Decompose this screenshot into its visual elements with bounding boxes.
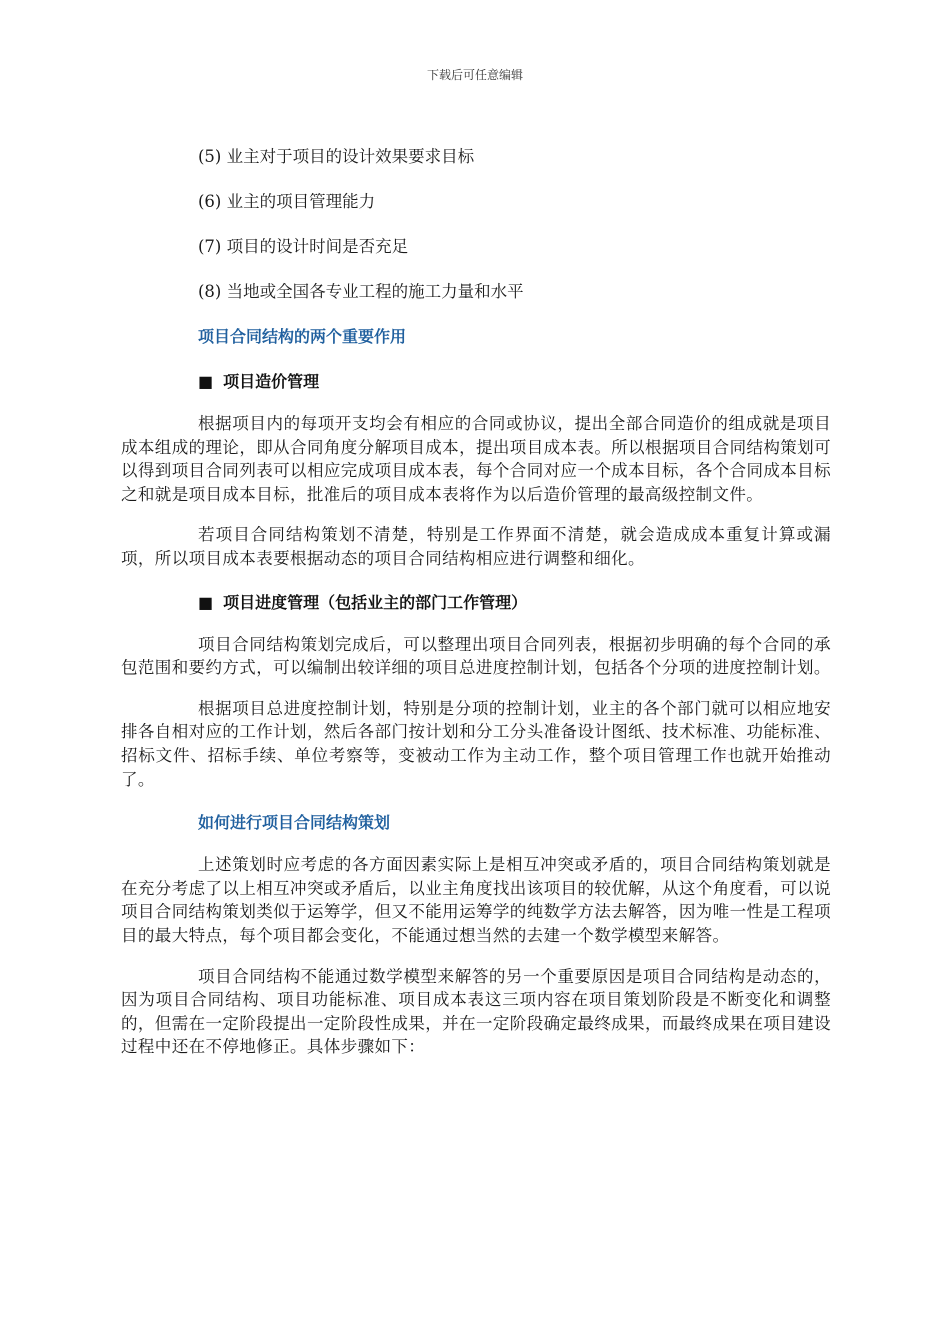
section-heading: 如何进行项目合同结构策划 [198,813,391,833]
paragraph: 若项目合同结构策划不清楚，特别是工作界面不清楚，就会造成成本重复计算或漏项，所以项目成本表要根据动态的项目合同结构相应进行调整和细化。 [121,525,831,568]
square-bullet-icon: ■ [198,592,214,612]
section-heading: 项目合同结构的两个重要作用 [198,327,407,346]
page-header: 下载后可任意编辑 [426,68,523,82]
list-item: (6) 业主的项目管理能力 [198,192,376,211]
document-body [121,142,831,1076]
list-item: (7) 项目的设计时间是否充足 [198,237,409,256]
square-bullet-icon: ■ [198,372,214,391]
paragraph: 根据项目总进度控制计划，特别是分项的控制计划，业主的各个部门就可以相应地安排各自相对应的工作计划，然后各部门按计划和分工分头准备设计图纸、技术标准、功能标准、招标文件、招标手续、单位考察等，变被动工作为主动工作，整个项目管理工作也就开始推动了。 [121,698,831,789]
subsection-heading [198,367,831,397]
subsection-title: 项目造价管理 [223,372,320,391]
paragraph: 项目合同结构策划完成后，可以整理出项目合同列表，根据初步明确的每个合同的承包范围和要约方式，可以编制出较详细的项目总进度控制计划，包括各个分项的进度控制计划。 [121,634,831,678]
paragraph: 根据项目内的每项开支均会有相应的合同或协议，提出全部合同造价的组成就是项目成本组成的理论，即从合同角度分解项目成本，提出项目成本表。所以根据项目合同结构策划可以得到项目合同列表可以相应完成项目成本表，每个合同对应一个成本目标，各个合同成本目标之和就是项目成本目标，批准后的项目成本表将作为以后造价管理的最高级控制文件。 [121,414,831,504]
paragraph: 上述策划时应考虑的各方面因素实际上是相互冲突或矛盾的，项目合同结构策划就是在充分考虑了以上相互冲突或矛盾后，以业主角度找出该项目的较优解，从这个角度看，可以说项目合同结构策划类似于运筹学，但又不能用运筹学的纯数学方法去解答，因为唯一性是工程项目的最大特点，每个项目都会变化，不能通过想当然的去建一个数学模型来解答。 [121,855,831,945]
list-item: (5) 业主对于项目的设计效果要求目标 [198,147,475,166]
list-item: (8) 当地或全国各专业工程的施工力量和水平 [198,282,524,301]
subsection-heading [198,588,831,618]
subsection-title: 项目进度管理（包括业主的部门工作管理） [223,592,528,612]
paragraph: 项目合同结构不能通过数学模型来解答的另一个重要原因是项目合同结构是动态的，因为项目合同结构、项目功能标准、项目成本表这三项内容在项目策划阶段是不断变化和调整的，但需在一定阶段提出一定阶段性成果，并在一定阶段确定最终成果，而最终成果在项目建设过程中还在不停地修正。具体步骤如下： [121,966,831,1057]
